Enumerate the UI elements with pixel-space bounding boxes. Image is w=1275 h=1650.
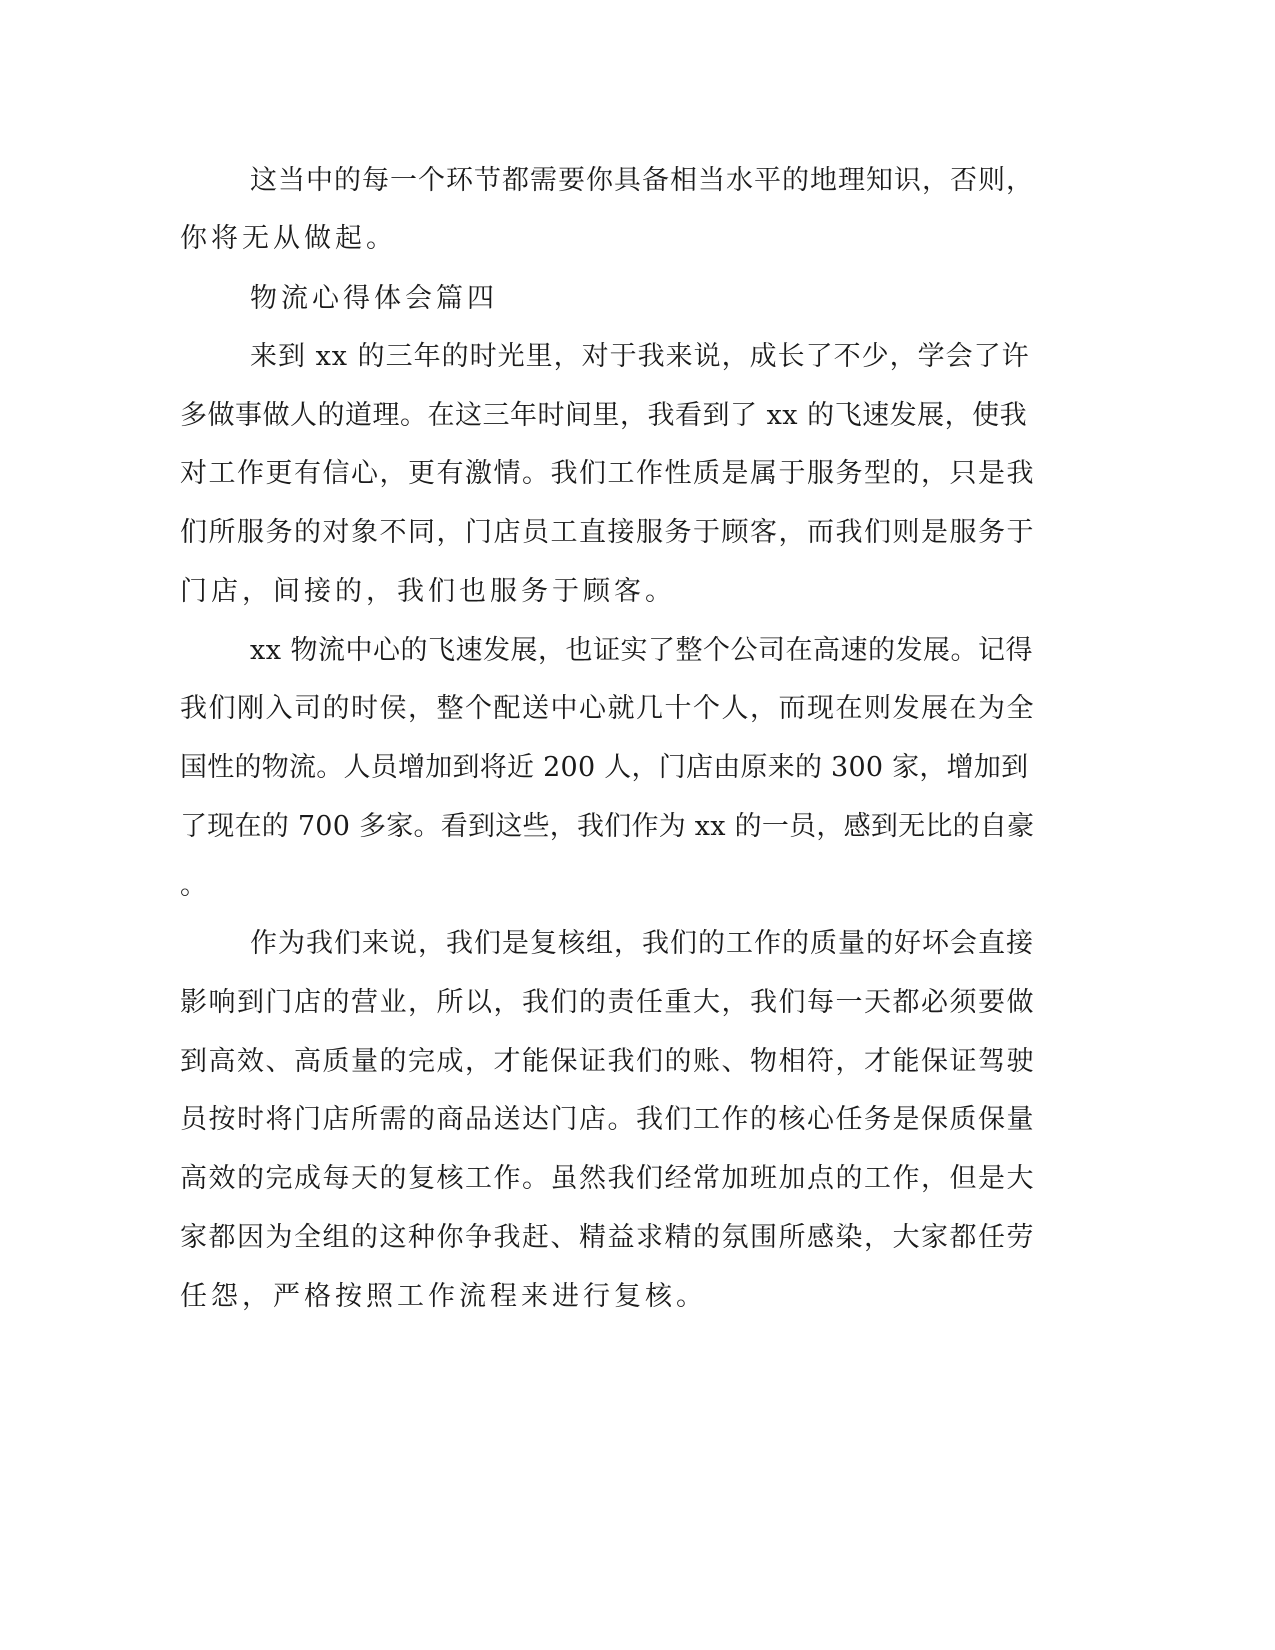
paragraph-line: 们所服务的对象不同，门店员工直接服务于顾客，而我们则是服务于	[180, 517, 1035, 548]
paragraph-line: 我们刚入司的时侯，整个配送中心就几十个人，而现在则发展在为全	[180, 693, 1035, 724]
paragraph-line: 。	[180, 870, 211, 901]
paragraph-line: 作为我们来说，我们是复核组，我们的工作的质量的好坏会直接	[250, 928, 1034, 959]
paragraph-line: 对工作更有信心，更有激情。我们工作性质是属于服务型的，只是我	[180, 458, 1035, 489]
paragraph-line: 到高效、高质量的完成，才能保证我们的账、物相符，才能保证驾驶	[180, 1046, 1035, 1077]
paragraph-line: 这当中的每一个环节都需要你具备相当水平的地理知识，否则，	[250, 165, 1034, 196]
paragraph-line: 员按时将门店所需的商品送达门店。我们工作的核心任务是保质保量	[180, 1104, 1035, 1135]
paragraph-line: 你将无从做起。	[180, 223, 397, 254]
paragraph-line: 了现在的 700 多家。看到这些，我们作为 xx 的一员，感到无比的自豪	[180, 811, 1035, 842]
paragraph-line: xx 物流中心的飞速发展，也证实了整个公司在高速的发展。记得	[250, 635, 1034, 666]
paragraph-line: 影响到门店的营业，所以，我们的责任重大，我们每一天都必须要做	[180, 987, 1035, 1018]
section-heading: 物流心得体会篇四	[250, 283, 498, 314]
paragraph-line: 家都因为全组的这种你争我赶、精益求精的氛围所感染，大家都任劳	[180, 1222, 1035, 1253]
paragraph-line: 任怨，严格按照工作流程来进行复核。	[180, 1281, 707, 1312]
paragraph-line: 高效的完成每天的复核工作。虽然我们经常加班加点的工作，但是大	[180, 1163, 1035, 1194]
paragraph-line: 门店，间接的，我们也服务于顾客。	[180, 576, 676, 607]
paragraph-line: 国性的物流。人员增加到将近 200 人，门店由原来的 300 家，增加到	[180, 752, 1029, 783]
paragraph-line: 来到 xx 的三年的时光里，对于我来说，成长了不少，学会了许	[250, 341, 1030, 372]
paragraph-line: 多做事做人的道理。在这三年时间里，我看到了 xx 的飞速发展，使我	[180, 400, 1028, 431]
